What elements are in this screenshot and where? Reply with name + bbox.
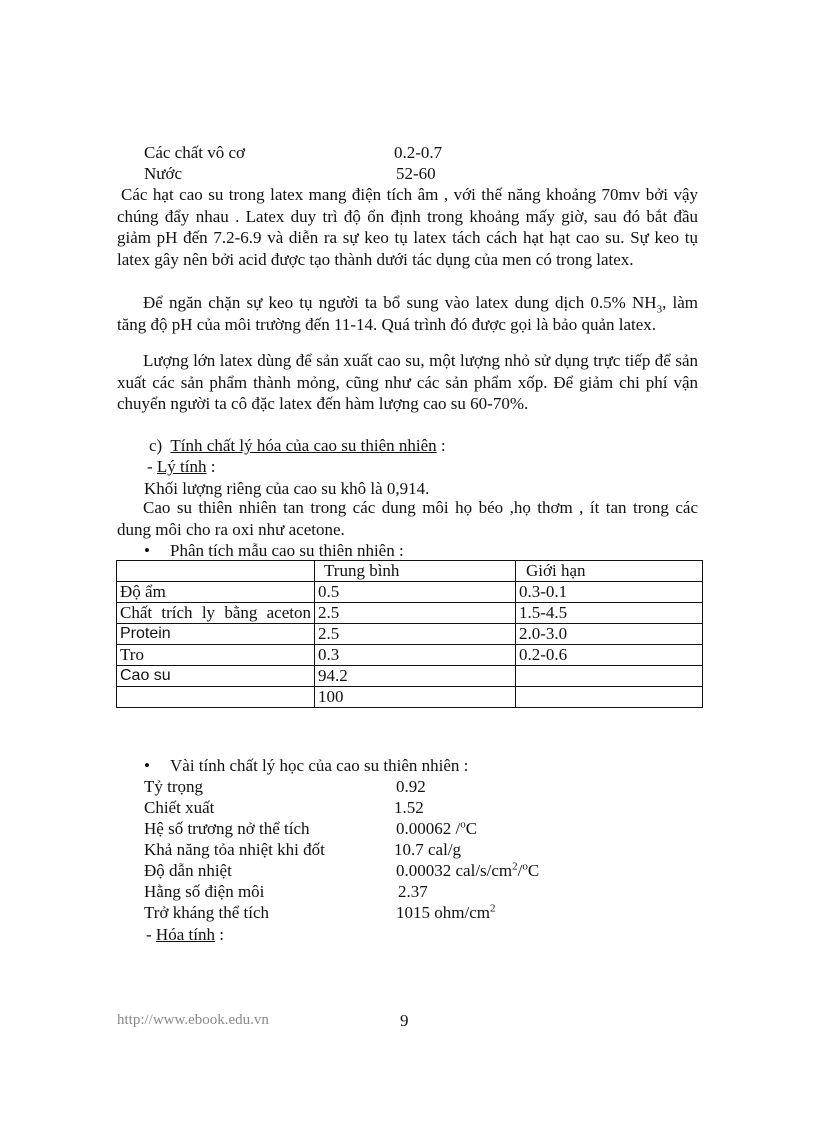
analysis-heading <box>144 541 404 561</box>
composition-label: Nước <box>144 164 183 183</box>
table-row <box>117 582 703 603</box>
table-cell: Độ ẩm <box>117 582 315 603</box>
value-text: 1015 ohm/cm <box>396 903 490 922</box>
property-value <box>396 903 495 923</box>
table-cell <box>117 687 315 708</box>
table-row <box>117 603 703 624</box>
property-label: Khả năng tỏa nhiệt khi đốt <box>144 840 325 859</box>
composition-label: Các chất vô cơ <box>144 143 246 162</box>
composition-value: 0.2-0.7 <box>394 143 443 162</box>
table-cell: 94.2 <box>315 666 516 687</box>
table-row <box>117 687 703 708</box>
value-text: 0.00032 cal/s/cm <box>396 861 513 880</box>
table-cell: 0.2-0.6 <box>516 645 703 666</box>
value-sup: o <box>460 818 466 831</box>
table-cell: 100 <box>315 687 516 708</box>
page-number: 9 <box>400 1011 409 1030</box>
solubility-paragraph: Cao su thiên nhiên tan trong các dung môi họ béo ,họ thơm , ít tan trong các dung môi cho ra oxi như acetone. <box>117 498 698 539</box>
value-text: 0.00062 / <box>396 819 461 838</box>
property-value <box>396 861 539 881</box>
table-cell: 1.5-4.5 <box>516 603 703 624</box>
table-cell <box>516 666 703 687</box>
table-cell <box>117 603 315 624</box>
p2-text-before: Để ngăn chặn sự keo tụ người ta bổ sung vào latex dung dịch 0.5% NH <box>143 293 657 312</box>
table-header-cell: Giới hạn <box>516 561 703 582</box>
value-sup: o <box>522 860 528 873</box>
footer-url: http://www.ebook.edu.vn <box>117 1012 269 1028</box>
table-header-row <box>117 561 703 582</box>
table-cell: Protein <box>117 624 315 645</box>
value-sup: 2 <box>512 860 518 873</box>
table-cell: 2.5 <box>315 624 516 645</box>
chemical-heading-text: Hóa tính <box>155 925 215 944</box>
paragraph-latex-preservation <box>117 292 698 335</box>
section-c-heading <box>149 436 446 456</box>
properties-title: Vài tính chất lý học của cao su thiên nhiên : <box>170 756 469 775</box>
section-c-title: Tính chất lý hóa của cao su thiên nhiên <box>170 436 437 455</box>
bullet-icon: • <box>144 541 150 560</box>
composition-value: 52-60 <box>396 164 436 183</box>
property-label: Hằng số điện môi <box>144 882 265 901</box>
p2-text-after: , làm tăng độ pH của môi trường đến 11-14. Quá trình đó được gọi là bảo quản latex. <box>117 293 698 334</box>
physical-heading <box>147 457 216 477</box>
table-cell: Tro <box>117 645 315 666</box>
property-label: Tỷ trọng <box>144 777 204 796</box>
chemical-heading <box>146 925 224 945</box>
physical-dash: - <box>147 457 157 476</box>
property-label: Trở kháng thể tích <box>144 903 269 922</box>
analysis-title: Phân tích mẫu cao su thiên nhiên : <box>170 541 404 560</box>
table-cell: 2.0-3.0 <box>516 624 703 645</box>
chemical-colon: : <box>214 925 224 944</box>
section-c-prefix: c) <box>149 436 163 455</box>
physical-heading-text: Lý tính <box>156 457 207 476</box>
table-row <box>117 645 703 666</box>
property-label: Chiết xuất <box>144 798 215 817</box>
property-value: 1.52 <box>394 798 424 817</box>
properties-heading <box>144 756 468 776</box>
bullet-icon: • <box>144 756 150 775</box>
section-c-suffix: : <box>436 436 446 455</box>
table-cell: 0.3 <box>315 645 516 666</box>
table-row <box>117 666 703 687</box>
property-value: 10.7 cal/g <box>394 840 462 859</box>
density-text: Khối lượng riêng của cao su khô là 0,914. <box>144 479 430 498</box>
chemical-dash: - <box>146 925 156 944</box>
physical-colon: : <box>206 457 216 476</box>
table-header-cell: Trung bình <box>315 561 516 582</box>
value-text: C <box>527 861 540 880</box>
paragraph-latex-charge: Các hạt cao su trong latex mang điện tích âm , với thế năng khoảng 70mv bởi vậy chúng đẩy nhau . Latex duy trì độ ổn định trong khoảng mấy giờ, sau đó bắt đầu giảm pH đến 7.2-6.9 và diễn ra sự keo tụ latex tách cách hạt hạt cao su. Sự keo tụ latex gây nên bởi acid được tạo thành dưới tác dụng của men có trong latex. <box>117 185 698 269</box>
value-text: / <box>517 861 523 880</box>
property-value: 2.37 <box>398 882 428 901</box>
value-sup: 2 <box>489 902 496 915</box>
value-text: C <box>465 819 478 838</box>
table-cell: 0.3-0.1 <box>516 582 703 603</box>
table-cell <box>516 687 703 708</box>
property-label: Hệ số trương nở thể tích <box>144 819 310 838</box>
analysis-table <box>116 560 703 708</box>
table-cell-text: Chất trích ly bằng aceton <box>120 603 311 622</box>
property-value: 0.92 <box>396 777 426 796</box>
table-cell: Cao su <box>117 666 315 687</box>
table-cell: 0.5 <box>315 582 516 603</box>
table-cell: 2.5 <box>315 603 516 624</box>
paragraph-latex-usage: Lượng lớn latex dùng để sản xuất cao su, một lượng nhỏ sử dụng trực tiếp để sản xuất các sản phẩm thành mỏng, cũng như các sản phẩm xốp. Để giảm chi phí vận chuyển người ta cô đặc latex đến hàm lượng cao su 60-70%. <box>117 351 698 414</box>
table-row <box>117 624 703 645</box>
property-label: Độ dẫn nhiệt <box>144 861 232 880</box>
table-header-cell <box>117 561 315 582</box>
property-value <box>396 819 477 839</box>
p2-subscript: 3 <box>656 303 663 316</box>
